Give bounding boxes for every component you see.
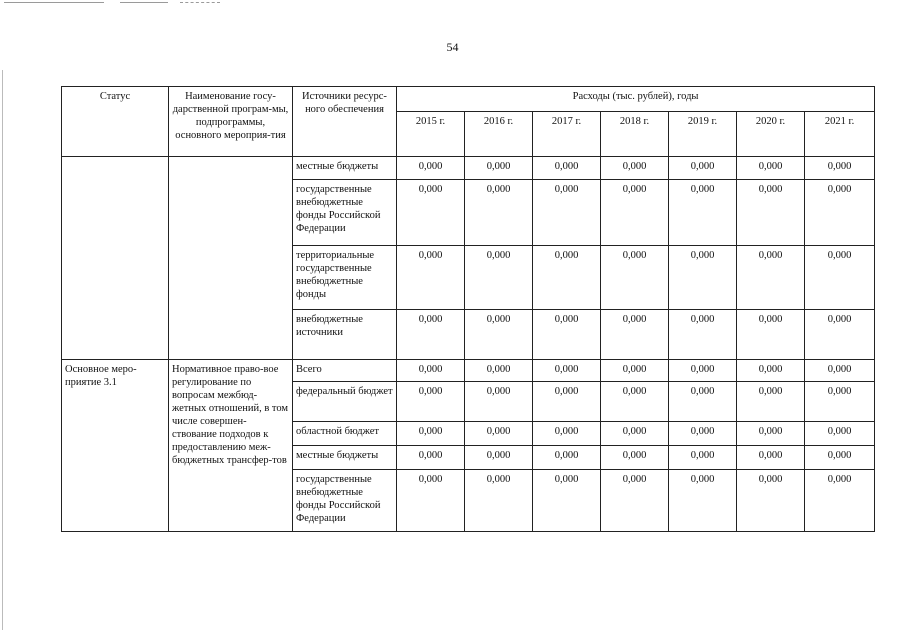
scan-edge-line [2,70,3,630]
value-cell: 0,000 [397,310,465,360]
value-cell: 0,000 [669,246,737,310]
value-cell: 0,000 [397,360,465,382]
value-cell: 0,000 [669,360,737,382]
value-cell: 0,000 [805,360,875,382]
source-cell: государственные внебюджетные фонды Российской Федерации [293,180,397,246]
value-cell: 0,000 [805,422,875,446]
value-cell: 0,000 [805,246,875,310]
scan-artifact-line [180,2,220,3]
budget-table [61,86,875,532]
value-cell: 0,000 [533,360,601,382]
status-cell [62,157,169,360]
header-expenses: Расходы (тыс. рублей), годы [397,87,875,112]
value-cell: 0,000 [737,246,805,310]
value-cell: 0,000 [737,180,805,246]
value-cell: 0,000 [397,422,465,446]
header-year: 2021 г. [805,112,875,157]
value-cell: 0,000 [465,157,533,180]
value-cell: 0,000 [601,422,669,446]
value-cell: 0,000 [601,246,669,310]
value-cell: 0,000 [669,157,737,180]
value-cell: 0,000 [533,422,601,446]
value-cell: 0,000 [737,360,805,382]
value-cell: 0,000 [397,470,465,532]
value-cell: 0,000 [533,157,601,180]
header-name: Наименование госу-дарственной програм-мы, подпрограммы, основного мероприя-тия [169,87,293,157]
value-cell: 0,000 [397,382,465,422]
header-year: 2015 г. [397,112,465,157]
value-cell: 0,000 [397,157,465,180]
value-cell: 0,000 [669,470,737,532]
value-cell: 0,000 [805,470,875,532]
header-year: 2018 г. [601,112,669,157]
value-cell: 0,000 [669,422,737,446]
value-cell: 0,000 [737,382,805,422]
value-cell: 0,000 [465,360,533,382]
value-cell: 0,000 [533,446,601,470]
value-cell: 0,000 [397,180,465,246]
source-cell: внебюджетные источники [293,310,397,360]
source-cell: местные бюджеты [293,446,397,470]
header-year: 2020 г. [737,112,805,157]
value-cell: 0,000 [737,157,805,180]
value-cell: 0,000 [465,470,533,532]
value-cell: 0,000 [805,157,875,180]
value-cell: 0,000 [737,422,805,446]
value-cell: 0,000 [737,470,805,532]
value-cell: 0,000 [601,382,669,422]
source-cell: государственные внебюджетные фонды Российской Федерации [293,470,397,532]
value-cell: 0,000 [465,422,533,446]
value-cell: 0,000 [669,180,737,246]
value-cell: 0,000 [669,310,737,360]
source-cell: Всего [293,360,397,382]
value-cell: 0,000 [601,157,669,180]
value-cell: 0,000 [669,446,737,470]
value-cell: 0,000 [465,446,533,470]
value-cell: 0,000 [533,246,601,310]
header-year: 2019 г. [669,112,737,157]
page-number: 54 [446,40,459,54]
table-row [62,157,875,180]
source-cell: федеральный бюджет [293,382,397,422]
value-cell: 0,000 [737,310,805,360]
value-cell: 0,000 [669,382,737,422]
value-cell: 0,000 [601,180,669,246]
status-cell: Основное меро-приятие 3.1 [62,360,169,532]
header-year: 2017 г. [533,112,601,157]
value-cell: 0,000 [805,446,875,470]
value-cell: 0,000 [533,310,601,360]
name-cell: Нормативное право-вое регулирование по вопросам межбюд-жетных отношений, в том числе совершен-ствование подходов к предоставлению меж-бюджетных трансфер-тов [169,360,293,532]
header-status: Статус [62,87,169,157]
value-cell: 0,000 [805,382,875,422]
value-cell: 0,000 [601,446,669,470]
name-cell [169,157,293,360]
value-cell: 0,000 [533,382,601,422]
header-source: Источники ресурс-ного обеспечения [293,87,397,157]
value-cell: 0,000 [737,446,805,470]
value-cell: 0,000 [601,470,669,532]
value-cell: 0,000 [601,360,669,382]
source-cell: областной бюджет [293,422,397,446]
value-cell: 0,000 [465,310,533,360]
scan-artifact-line [4,2,104,3]
source-cell: территориальные государственные внебюджетные фонды [293,246,397,310]
value-cell: 0,000 [533,470,601,532]
value-cell: 0,000 [533,180,601,246]
value-cell: 0,000 [465,246,533,310]
scan-artifact-line [120,2,168,3]
value-cell: 0,000 [465,180,533,246]
table-row [62,360,875,382]
value-cell: 0,000 [805,310,875,360]
header-year: 2016 г. [465,112,533,157]
value-cell: 0,000 [805,180,875,246]
value-cell: 0,000 [397,246,465,310]
value-cell: 0,000 [601,310,669,360]
value-cell: 0,000 [465,382,533,422]
source-cell: местные бюджеты [293,157,397,180]
value-cell: 0,000 [397,446,465,470]
